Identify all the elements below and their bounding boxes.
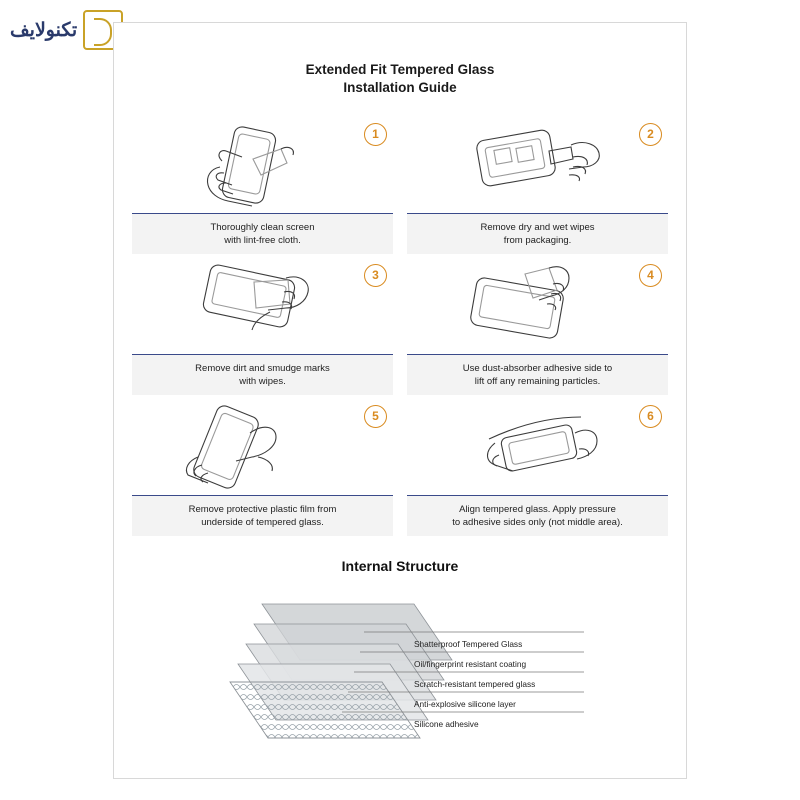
step-1-caption <box>132 213 393 254</box>
hand-wiping-phone-screen-icon <box>158 262 368 354</box>
step-6-caption <box>407 495 668 536</box>
step-3 <box>132 262 393 395</box>
legend-item-5 <box>414 714 535 734</box>
brand-logo <box>10 10 123 50</box>
legend-label-2: Oil/fingerprint resistant coating <box>414 659 527 669</box>
legend-label-5: Silicone adhesive <box>414 719 479 729</box>
page-title-line1: Extended Fit Tempered Glass <box>305 62 495 77</box>
step-5-caption <box>132 495 393 536</box>
step-4-illustration <box>407 262 668 354</box>
step-3-caption-line1: Remove dirt and smudge marks <box>195 363 330 374</box>
step-2-number: 2 <box>639 123 662 146</box>
step-2-caption-line1: Remove dry and wet wipes <box>480 222 595 233</box>
hand-holding-phone-with-cloth-icon <box>158 121 368 213</box>
step-6-illustration <box>407 403 668 495</box>
step-2-caption <box>407 213 668 254</box>
step-3-illustration <box>132 262 393 354</box>
legend-label-3: Scratch-resistant tempered glass <box>414 679 536 689</box>
hand-with-dust-absorber-sticker-on-phone-icon <box>433 262 643 354</box>
step-2-caption-line2: from packaging. <box>503 235 572 246</box>
hand-pulling-wipes-from-phone-packet-icon <box>433 121 643 213</box>
layer-stack-illustration <box>114 582 688 772</box>
step-1-number: 1 <box>364 123 387 146</box>
step-3-caption <box>132 354 393 395</box>
step-3-number: 3 <box>364 264 387 287</box>
legend-item-4 <box>414 694 535 714</box>
step-2-illustration <box>407 121 668 213</box>
step-3-caption-line2: with wipes. <box>239 376 286 387</box>
step-4-caption <box>407 354 668 395</box>
legend-label-4: Anti-explosive silicone layer <box>414 699 516 709</box>
instruction-sheet <box>113 22 687 779</box>
step-1-caption-line1: Thoroughly clean screen <box>210 222 315 233</box>
step-4-caption-line2: lift off any remaining particles. <box>474 376 601 387</box>
hands-peeling-film-from-glass-icon <box>158 403 368 495</box>
step-4-number: 4 <box>639 264 662 287</box>
step-2 <box>407 121 668 254</box>
step-6-caption-line1: Align tempered glass. Apply pressure <box>459 504 616 515</box>
step-6-caption-line2: to adhesive sides only (not middle area). <box>452 517 623 528</box>
internal-structure-diagram <box>114 582 686 772</box>
steps-grid <box>132 121 668 536</box>
legend-item-2 <box>414 654 535 674</box>
legend-item-3 <box>414 674 535 694</box>
page-title <box>114 61 686 97</box>
layer-legend <box>414 634 535 734</box>
page-title-line2: Installation Guide <box>343 80 457 95</box>
step-6-number: 6 <box>639 405 662 428</box>
legend-item-1 <box>414 634 535 654</box>
step-4-caption-line1: Use dust-absorber adhesive side to <box>462 363 613 374</box>
internal-structure-title: Internal Structure <box>341 558 459 574</box>
hands-aligning-glass-on-phone-icon <box>433 403 643 495</box>
step-6 <box>407 403 668 536</box>
brand-name: تکنولایف <box>10 19 78 41</box>
step-4 <box>407 262 668 395</box>
step-1-caption-line2: with lint-free cloth. <box>224 235 301 246</box>
step-5-illustration <box>132 403 393 495</box>
step-5-caption-line1: Remove protective plastic film from <box>188 504 337 515</box>
step-1-illustration <box>132 121 393 213</box>
legend-label-1: Shatterproof Tempered Glass <box>414 639 523 649</box>
step-5-caption-line2: underside of tempered glass. <box>201 517 324 528</box>
step-5-number: 5 <box>364 405 387 428</box>
step-5 <box>132 403 393 536</box>
step-1 <box>132 121 393 254</box>
